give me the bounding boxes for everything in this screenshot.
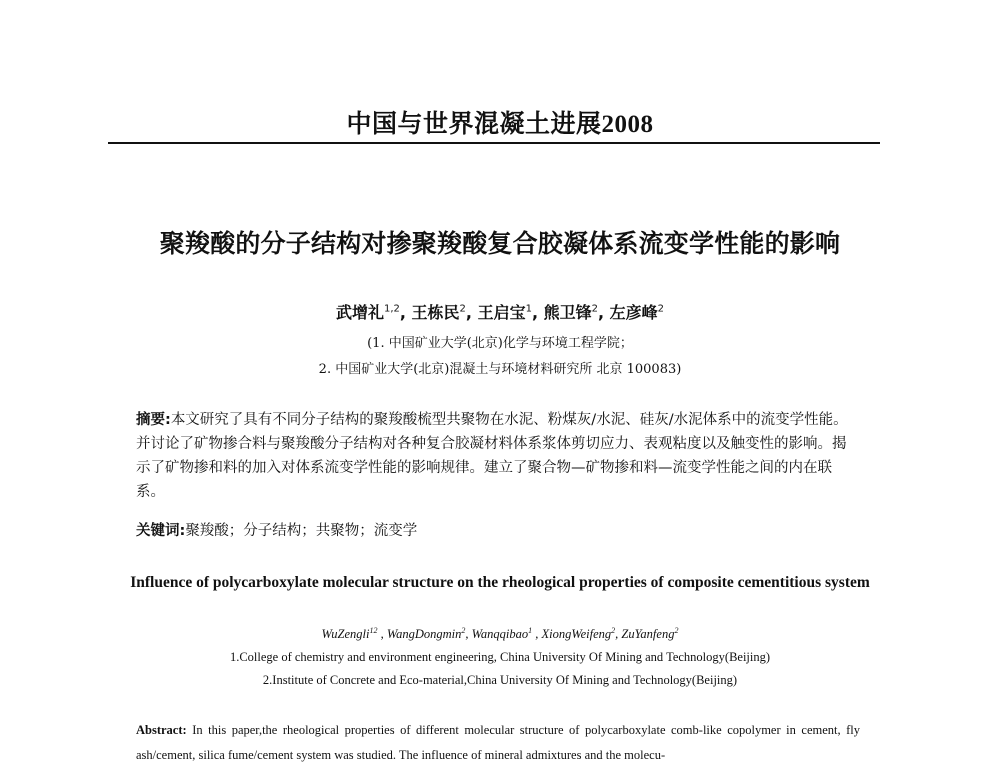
cn-author-affil-mark: 2 [657,303,665,315]
en-author: WuZengli [321,627,370,642]
cn-affiliation-2: 2. 中国矿业大学(北京)混凝土与环境材料研究所 北京 100083) [318,362,682,377]
cn-author-affil-mark: 1,2 [383,303,400,315]
en-author-affil-mark: 12 [369,626,378,635]
running-head: 中国与世界混凝土进展2008 [346,111,654,138]
en-title: Influence of polycarboxylate molecular structure on the rheological properties of composite cementitious system [130,574,870,591]
en-authors: WuZengli$^{12}$ , WangDongmin$^2$, Wanqqibao$^1$ , XiongWeifeng$^2$, ZuYanfeng$^2$ [321,626,679,642]
cn-author: 王启宝 [477,303,526,322]
en-author-affil-mark: 2 [611,626,616,635]
en-author-affil-mark: 2 [674,626,679,635]
en-author: Wanqqibao [471,627,529,642]
en-affiliation-2: 2.Institute of Concrete and Eco-material,China University Of Mining and Technology(Beijing) [262,673,738,687]
cn-keywords-text: 聚羧酸；分子结构；共聚物；流变学 [185,523,418,539]
cn-author: 武增礼 [335,303,384,322]
cn-author: 王栋民 [411,303,460,322]
cn-abstract [136,408,856,504]
en-author: XiongWeifeng [541,627,612,642]
en-abstract-label: Abstract: [136,723,187,737]
header-rule [108,142,880,144]
cn-keywords-label: 关键词: [136,523,186,539]
en-author-affil-mark: 2 [461,626,466,635]
cn-author-affil-mark: 2 [459,303,466,315]
cn-author-affil-mark: 2 [591,303,598,315]
en-author: WangDongmin [386,627,462,642]
cn-author: 左彦峰 [609,303,658,322]
cn-author: 熊卫锋 [543,303,592,322]
en-abstract-text: In this paper,the rheological properties of different molecular structure of polycarboxylate comb-like copolymer in cement, fly ash/cement, silica fume/cement system was studied. The influence of mineral admixtures and the molecu- [136,723,860,762]
cn-title: 聚羧酸的分子结构对掺聚羧酸复合胶凝体系流变学性能的影响 [159,229,841,258]
en-affiliation-1: 1.College of chemistry and environment engineering, China University Of Mining and Technology(Beijing) [229,650,771,664]
en-author: ZuYanfeng [621,627,675,642]
cn-keywords [136,519,856,540]
cn-abstract-text: 本文研究了具有不同分子结构的聚羧酸梳型共聚物在水泥、粉煤灰/水泥、硅灰/水泥体系中的流变学性能。并讨论了矿物掺合料与聚羧酸分子结构对各种复合胶凝材料体系浆体剪切应力、表观粘度以及触变性的影响。揭示了矿物掺和料的加入对体系流变学性能的影响规律。建立了聚合物—矿物掺和料—流变学性能之间的内在联系。 [136,412,848,500]
cn-author-affil-mark: 1 [525,303,532,315]
cn-authors: 武增礼$^{1,2}$, 王栋民$^2$, 王启宝$^1$, 熊卫锋$^2$, 左彦峰$^2$ [335,303,665,322]
en-author-affil-mark: 1 [528,626,533,635]
cn-affiliation-1: (1. 中国矿业大学(北京)化学与环境工程学院； [367,336,633,351]
cn-abstract-label: 摘要: [136,412,171,428]
en-abstract [136,718,860,768]
